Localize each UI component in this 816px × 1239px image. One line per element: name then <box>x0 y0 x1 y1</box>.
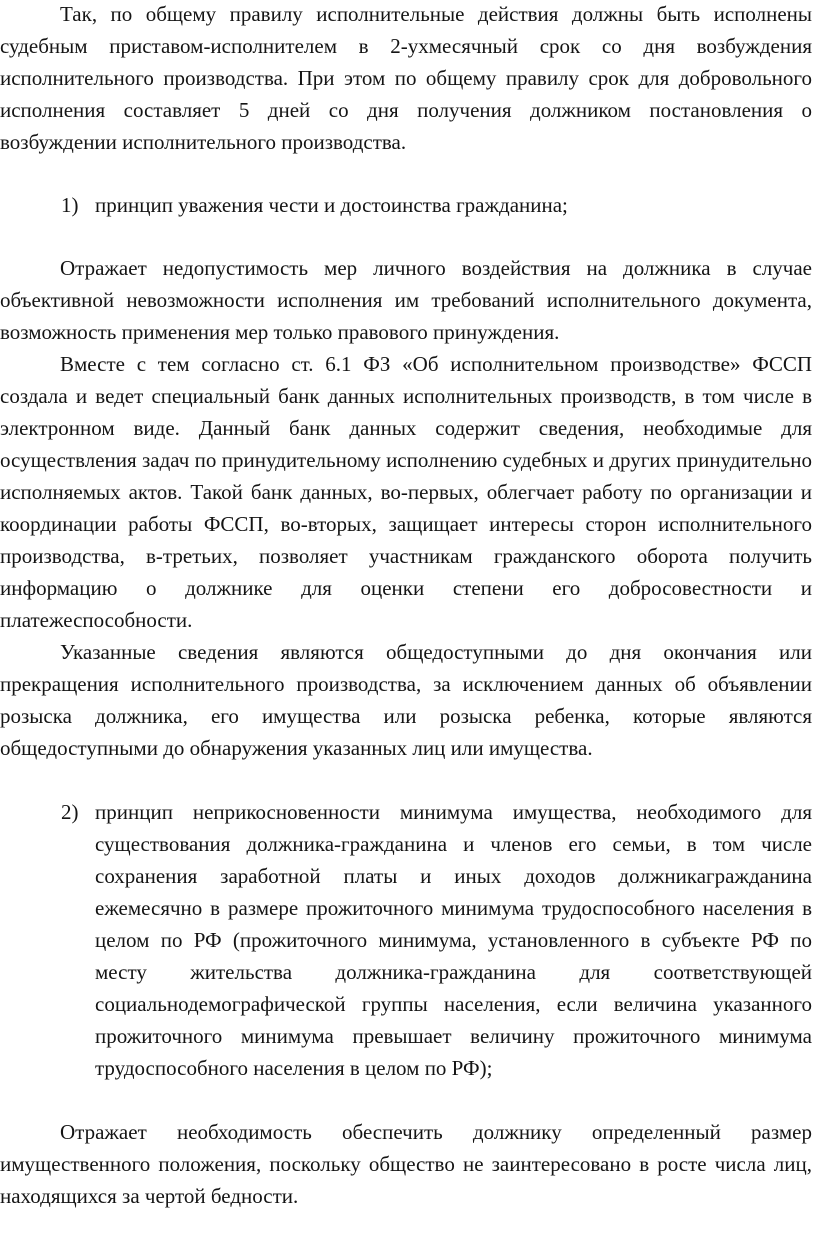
spacer <box>0 764 812 796</box>
paragraph-personal-measures: Отражает недопустимость мер личного воздействия на должника в случае объективной невозможности исполнения им требований исполнительного документа, возможность применения мер только правового принуждения. <box>0 256 812 344</box>
list-item-principle-property-minimum <box>0 796 812 1084</box>
spacer <box>0 1084 812 1116</box>
paragraph-public-info: Указанные сведения являются общедоступными до дня окончания или прекращения исполнительного производства, за исключением данных об объявлении розыска должника, его имущества или розыска ребенка, которые являются общедоступными до обнаружения указанных лиц или имущества. <box>0 640 812 760</box>
paragraph-property-status: Отражает необходимость обеспечить должнику определенный размер имущественного положения, поскольку общество не заинтересовано в росте числа лиц, находящихся за чертой бедности. <box>0 1120 812 1208</box>
list-text: принцип уважения чести и достоинства гражданина; <box>95 193 568 217</box>
paragraph-data-bank: Вместе с тем согласно ст. 6.1 ФЗ «Об исполнительном производстве» ФССП создала и ведет специальный банк данных исполнительных производств, в том числе в электронном виде. Данный банк данных содержит сведения, необходимые для осуществления задач по принудительному исполнению судебных и других принудительно исполняемых актов. Такой банк данных, во-первых, облегчает работу по организации и координации работы ФССП, во-вторых, защищает интересы сторон исполнительного производства, в-третьих, позволяет участникам гражданского оборота получить информацию о должнике для оценки степени его добросовестности и платежеспособности. <box>0 352 812 632</box>
spacer <box>0 158 812 189</box>
spacer <box>0 221 812 252</box>
paragraph-deadlines: Так, по общему правилу исполнительные действия должны быть исполнены судебным приставом-исполнителем в 2-ухмесячный срок со дня возбуждения исполнительного производства. При этом по общему правилу срок для добровольного исполнения составляет 5 дней со дня получения должником постановления о возбуждении исполнительного производства. <box>0 2 812 154</box>
list-number: 2) <box>61 800 79 824</box>
list-text: принцип неприкосновенности минимума имущества, необходимого для существования должника-гражданина и членов его семьи, в том числе сохранения заработной платы и иных доходов должникагражданина ежемесячно в размере прожиточного минимума трудоспособного населения в целом по РФ (прожиточного минимума, установленного в субъекте РФ по месту жительства должника-гражданина для соответствующей социальнодемографической группы населения, если величина указанного прожиточного минимума превышает величину прожиточного минимума трудоспособного населения в целом по РФ); <box>95 800 812 1080</box>
list-item-principle-honor <box>0 189 812 221</box>
list-number: 1) <box>61 193 79 217</box>
